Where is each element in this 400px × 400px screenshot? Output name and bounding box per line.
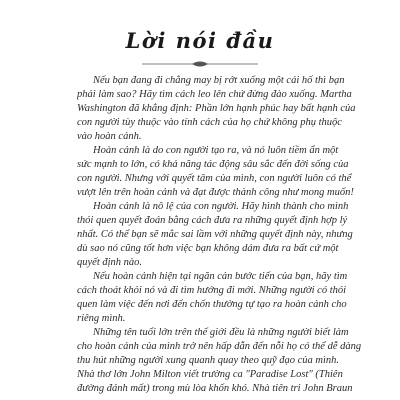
body-text (77, 74, 375, 396)
text-line: dù sao nó cũng tốt hơn việc bạn không dám đưa ra bất cứ một (77, 243, 339, 254)
text-line: đường đánh mất) trong mù lòa khốn khó. Nhà tiên tri John Braun (77, 383, 353, 394)
text-line: quyết định nào. (77, 257, 143, 268)
text-line: thu hút những người xung quanh quay theo quỹ đạo của mình. (77, 355, 340, 366)
text-line: Hoàn cảnh là do con người tạo ra, và nó luôn tiềm ẩn một (93, 145, 339, 156)
ornament-rule-icon (140, 59, 260, 69)
text-line: cho hoàn cảnh của mình trở nên hấp dẫn đến nỗi họ có thể dễ dàng (77, 341, 362, 352)
text-line: Washington đã khẳng định: Phần lớn hạnh phúc hay bất hạnh của (77, 103, 356, 114)
text-line: phải làm sao? Hãy tìm cách leo lên chứ đừng đào xuống. Martha (77, 89, 352, 100)
text-line: con người tùy thuộc vào tính cách của họ chứ không phụ thuộc (77, 117, 342, 128)
text-line: con người. Nhưng với quyết tâm của mình, con người luôn có thể (77, 173, 352, 184)
text-line: quen làm việc đến nơi đến chốn thường tự tạo ra hoàn cảnh cho (77, 299, 347, 310)
text-line: vượt lên trên hoàn cảnh và đạt được thành công như mong muốn! (77, 187, 354, 198)
text-line: cách thoát khỏi nó và đi tìm hướng đi mới. Những người có thói (77, 285, 347, 296)
text-line: Những tên tuổi lớn trên thế giới đều là những người biết làm (93, 327, 349, 338)
text-line: Hoàn cảnh là nô lệ của con người. Hãy hình thành cho mình (93, 201, 349, 212)
text-line: sức mạnh to lớn, có khả năng tác động sâu sắc đến đời sống của (77, 159, 349, 170)
text-line: Nhà thơ lớn John Milton viết trường ca "Paradise Lost" (Thiên (77, 369, 343, 380)
text-line: thói quen quyết đoán bằng cách đưa ra những quyết định hợp lý (77, 215, 348, 226)
text-line: Nếu hoàn cảnh hiện tại ngăn cản bước tiến của bạn, hãy tìm (93, 271, 348, 282)
text-line: riêng mình. (77, 313, 126, 324)
text-line: vào hoàn cảnh. (77, 131, 142, 142)
text-line: nhất. Có thể bạn sẽ mắc sai lầm với những quyết định này, nhưng (77, 229, 353, 240)
heading-ornament (0, 59, 400, 69)
text-line: Nếu bạn đang đi chẳng may bị rớt xuống một cái hố thì bạn (93, 75, 345, 86)
chapter-heading: Lời nói đầu (125, 28, 275, 53)
